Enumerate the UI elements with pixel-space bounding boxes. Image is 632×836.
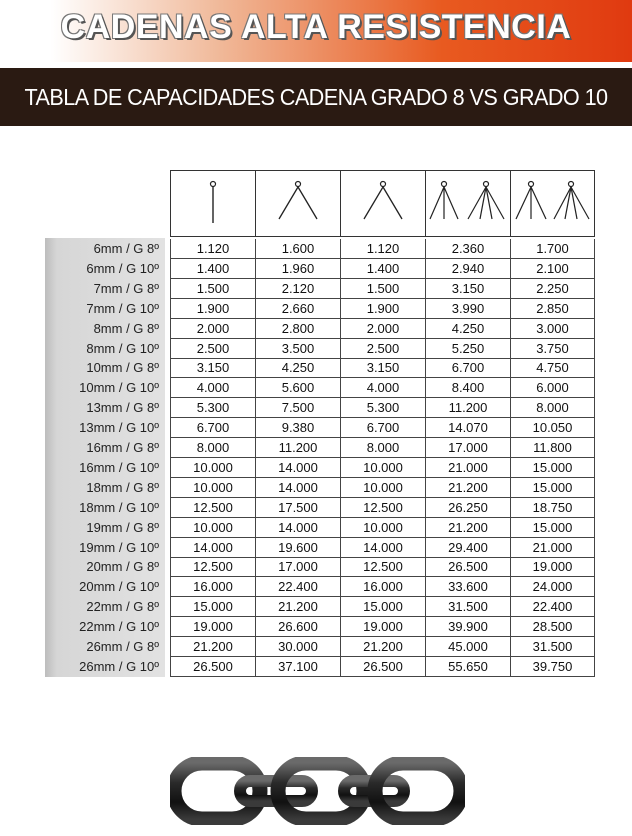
- table-row: [45, 378, 595, 397]
- capacity-cell: 10.000: [340, 478, 425, 498]
- table-row: [45, 538, 595, 557]
- capacity-cell: 14.000: [255, 478, 340, 498]
- capacity-cell: 6.700: [340, 418, 425, 438]
- capacity-cell: 3.150: [340, 358, 425, 378]
- table-row: [45, 617, 595, 636]
- capacity-cell: 18.750: [510, 498, 595, 518]
- row-label: 7mm / G 10º: [86, 300, 159, 316]
- capacity-cell: 14.000: [340, 538, 425, 558]
- chain-links-icon: [170, 757, 465, 825]
- capacity-cell: 1.400: [340, 259, 425, 279]
- table-row: [45, 398, 595, 417]
- row-label: 18mm / G 8º: [86, 479, 159, 495]
- table-row: [45, 358, 595, 377]
- row-label: 22mm / G 8º: [86, 599, 159, 615]
- capacity-cell: 1.120: [170, 239, 255, 259]
- capacity-cell: 21.200: [170, 637, 255, 657]
- row-label: 7mm / G 8º: [93, 280, 159, 296]
- capacity-cell: 15.000: [170, 597, 255, 617]
- capacity-cell: 33.600: [425, 577, 510, 597]
- table-row: [45, 577, 595, 596]
- capacity-cell: 5.250: [425, 339, 510, 359]
- capacity-cell: 1.500: [340, 279, 425, 299]
- capacity-cell: 19.600: [255, 538, 340, 558]
- row-label: 13mm / G 10º: [79, 420, 159, 436]
- capacity-cell: 15.000: [510, 458, 595, 478]
- capacity-cell: 1.900: [340, 299, 425, 319]
- row-label: 8mm / G 10º: [86, 340, 159, 356]
- table-row: [45, 319, 595, 338]
- capacity-cell: 3.990: [425, 299, 510, 319]
- capacity-cell: 14.000: [255, 458, 340, 478]
- capacity-cell: 19.000: [170, 617, 255, 637]
- capacity-cell: 6.000: [510, 378, 595, 398]
- capacity-cell: 12.500: [170, 498, 255, 518]
- capacity-cell: 15.000: [510, 518, 595, 538]
- table-row: [45, 557, 595, 576]
- row-label: 20mm / G 8º: [86, 559, 159, 575]
- capacity-cell: 8.000: [510, 398, 595, 418]
- capacity-cell: 6.700: [425, 358, 510, 378]
- table-row: [45, 259, 595, 278]
- row-label: 10mm / G 10º: [79, 380, 159, 396]
- capacity-cell: 26.500: [425, 557, 510, 577]
- capacity-cell: 26.250: [425, 498, 510, 518]
- table-row: [45, 239, 595, 258]
- table-row: [45, 498, 595, 517]
- row-label: 19mm / G 8º: [86, 519, 159, 535]
- capacity-cell: 11.200: [255, 438, 340, 458]
- capacity-cell: 17.500: [255, 498, 340, 518]
- row-label: 19mm / G 10º: [79, 539, 159, 555]
- capacity-cell: 2.000: [340, 319, 425, 339]
- capacity-cell: 29.400: [425, 538, 510, 558]
- capacity-cell: 14.070: [425, 418, 510, 438]
- capacity-cell: 2.250: [510, 279, 595, 299]
- table-row: [45, 299, 595, 318]
- capacity-cell: 26.600: [255, 617, 340, 637]
- capacity-cell: 10.000: [170, 458, 255, 478]
- capacity-cell: 2.940: [425, 259, 510, 279]
- row-label: 20mm / G 10º: [79, 579, 159, 595]
- capacity-cell: 2.850: [510, 299, 595, 319]
- table-row: [45, 339, 595, 358]
- capacity-cell: 8.000: [170, 438, 255, 458]
- row-label: 6mm / G 10º: [86, 260, 159, 276]
- capacity-cell: 5.300: [340, 398, 425, 418]
- capacity-cell: 7.500: [255, 398, 340, 418]
- row-label: 13mm / G 8º: [86, 400, 159, 416]
- capacity-cell: 2.100: [510, 259, 595, 279]
- capacity-cell: 12.500: [170, 557, 255, 577]
- table-row: [45, 518, 595, 537]
- capacity-cell: 12.500: [340, 557, 425, 577]
- capacity-cell: 15.000: [340, 597, 425, 617]
- capacity-cell: 26.500: [170, 657, 255, 677]
- capacity-cell: 3.000: [510, 319, 595, 339]
- two-leg-sling-90-icon: [340, 170, 425, 237]
- capacity-cell: 2.800: [255, 319, 340, 339]
- capacity-cell: 3.150: [425, 279, 510, 299]
- capacity-cell: 2.120: [255, 279, 340, 299]
- capacity-cell: 12.500: [340, 498, 425, 518]
- capacity-cell: 21.200: [425, 518, 510, 538]
- capacity-cell: 2.500: [170, 339, 255, 359]
- capacity-cell: 39.750: [510, 657, 595, 677]
- capacity-cell: 10.000: [340, 458, 425, 478]
- capacity-cell: 22.400: [510, 597, 595, 617]
- capacity-cell: 1.960: [255, 259, 340, 279]
- capacity-cell: 8.000: [340, 438, 425, 458]
- page-title: CADENAS ALTA RESISTENCIA: [60, 8, 572, 46]
- row-label: 18mm / G 10º: [79, 499, 159, 515]
- three-four-leg-sling-90-icon: [510, 170, 595, 237]
- capacity-cell: 2.000: [170, 319, 255, 339]
- capacity-cell: 30.000: [255, 637, 340, 657]
- capacity-cell: 22.400: [255, 577, 340, 597]
- capacity-cell: 4.000: [170, 378, 255, 398]
- row-label: 16mm / G 10º: [79, 459, 159, 475]
- capacity-cell: 45.000: [425, 637, 510, 657]
- capacity-cell: 28.500: [510, 617, 595, 637]
- capacity-cell: 14.000: [170, 538, 255, 558]
- capacity-cell: 3.750: [510, 339, 595, 359]
- capacity-cell: 1.600: [255, 239, 340, 259]
- capacity-cell: 10.000: [340, 518, 425, 538]
- capacity-cell: 11.200: [425, 398, 510, 418]
- capacity-cell: 21.000: [510, 538, 595, 558]
- capacity-cell: 5.300: [170, 398, 255, 418]
- capacity-cell: 55.650: [425, 657, 510, 677]
- capacity-cell: 1.120: [340, 239, 425, 259]
- capacity-cell: 19.000: [340, 617, 425, 637]
- capacity-cell: 31.500: [425, 597, 510, 617]
- capacity-cell: 21.200: [425, 478, 510, 498]
- capacity-cell: 39.900: [425, 617, 510, 637]
- capacity-cell: 15.000: [510, 478, 595, 498]
- capacity-cell: 24.000: [510, 577, 595, 597]
- capacity-cell: 3.500: [255, 339, 340, 359]
- capacity-cell: 10.050: [510, 418, 595, 438]
- capacity-cell: 21.000: [425, 458, 510, 478]
- capacity-cell: 31.500: [510, 637, 595, 657]
- row-label: 26mm / G 10º: [79, 658, 159, 674]
- capacity-cell: 4.250: [425, 319, 510, 339]
- table-row: [45, 458, 595, 477]
- row-label: 26mm / G 8º: [86, 639, 159, 654]
- capacity-cell: 2.500: [340, 339, 425, 359]
- capacity-cell: 21.200: [255, 597, 340, 617]
- capacity-cell: 11.800: [510, 438, 595, 458]
- capacity-cell: 14.000: [255, 518, 340, 538]
- row-label: 6mm / G 8º: [93, 241, 159, 256]
- table-row: [45, 637, 595, 656]
- row-label: 8mm / G 8º: [93, 320, 159, 336]
- capacity-cell: 1.500: [170, 279, 255, 299]
- row-label: 10mm / G 8º: [86, 360, 159, 376]
- two-leg-sling-60-icon: [255, 170, 340, 237]
- capacity-cell: 10.000: [170, 478, 255, 498]
- sling-icons-header: [170, 170, 595, 237]
- capacity-cell: 16.000: [170, 577, 255, 597]
- three-four-leg-sling-60-icon: [425, 170, 510, 237]
- capacity-cell: 4.250: [255, 358, 340, 378]
- capacity-cell: 16.000: [340, 577, 425, 597]
- capacity-cell: 26.500: [340, 657, 425, 677]
- table-row: [45, 438, 595, 457]
- row-label: 16mm / G 8º: [86, 440, 159, 455]
- table-row: [45, 478, 595, 497]
- capacity-cell: 21.200: [340, 637, 425, 657]
- capacity-cell: 5.600: [255, 378, 340, 398]
- capacity-cell: 1.900: [170, 299, 255, 319]
- table-row: [45, 418, 595, 437]
- capacity-cell: 17.000: [255, 557, 340, 577]
- capacity-cell: 3.150: [170, 358, 255, 378]
- table-row: [45, 657, 595, 676]
- capacity-cell: 37.100: [255, 657, 340, 677]
- capacity-cell: 17.000: [425, 438, 510, 458]
- single-leg-sling-icon: [170, 170, 255, 237]
- capacity-cell: 4.750: [510, 358, 595, 378]
- row-label: 22mm / G 10º: [79, 619, 159, 635]
- capacity-cell: 2.660: [255, 299, 340, 319]
- table-row: [45, 597, 595, 616]
- capacity-cell: 9.380: [255, 418, 340, 438]
- capacity-cell: 1.700: [510, 239, 595, 259]
- capacity-cell: 6.700: [170, 418, 255, 438]
- table-subtitle: TABLA DE CAPACIDADES CADENA GRADO 8 VS GRADO 10: [24, 84, 608, 110]
- capacity-cell: 19.000: [510, 557, 595, 577]
- capacity-cell: 2.360: [425, 239, 510, 259]
- capacity-cell: 4.000: [340, 378, 425, 398]
- capacity-cell: 8.400: [425, 378, 510, 398]
- capacity-cell: 10.000: [170, 518, 255, 538]
- table-row: [45, 279, 595, 298]
- capacity-cell: 1.400: [170, 259, 255, 279]
